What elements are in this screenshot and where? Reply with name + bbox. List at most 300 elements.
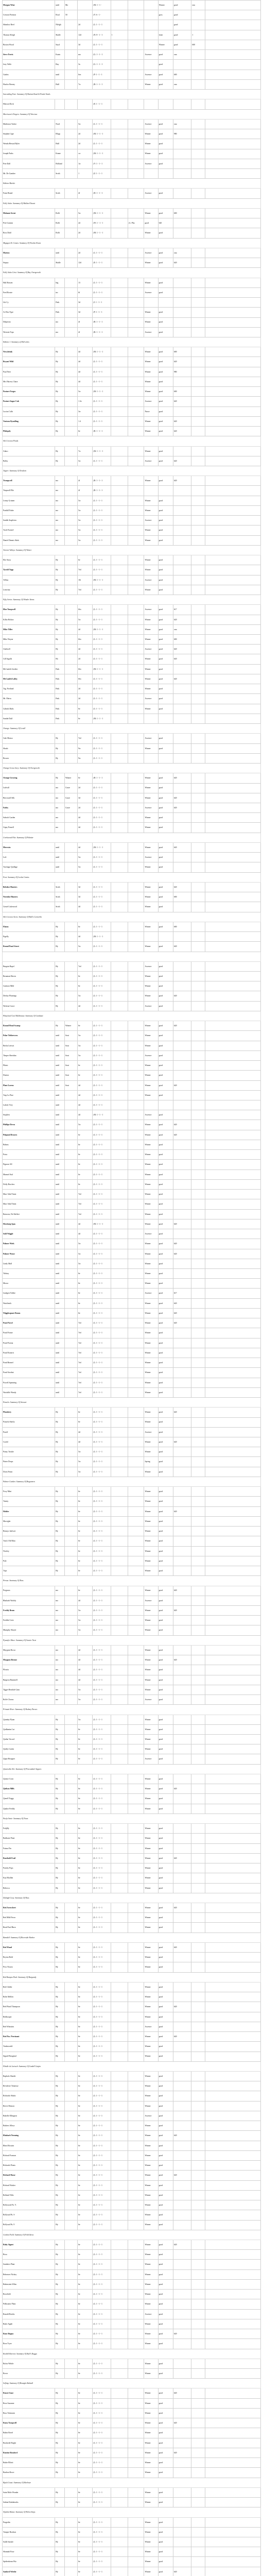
table-row xyxy=(3,258,261,268)
table-cell: Winner xyxy=(144,278,158,287)
table-cell: until xyxy=(55,842,65,852)
table-cell: good xyxy=(158,278,173,287)
row-name-cell: Weslrue Grace xyxy=(3,1001,55,1011)
table-cell: Hy xyxy=(55,1992,65,2002)
table-row xyxy=(3,2309,261,2319)
table-cell: (L: 1 - 1 - 1 xyxy=(93,1408,111,1417)
table-cell xyxy=(128,486,144,496)
table-row xyxy=(3,228,261,238)
table-cell: Mo xyxy=(65,1,78,10)
table-cell xyxy=(65,2190,78,2200)
table-cell xyxy=(205,228,261,238)
table-row xyxy=(3,1071,261,1080)
table-cell: (L: 1 - 1 - 1 xyxy=(93,942,111,952)
table-cell xyxy=(191,496,205,505)
table-cell xyxy=(65,2468,78,2478)
table-cell: until xyxy=(55,1071,65,1080)
table-cell: 600 xyxy=(173,208,191,218)
table-cell xyxy=(173,1527,191,1536)
table-cell: until xyxy=(55,1298,65,1308)
table-cell xyxy=(128,1358,144,1368)
table-cell: 620 xyxy=(173,942,191,952)
row-name-cell: Richardo Shalto xyxy=(3,2091,55,2101)
table-cell xyxy=(205,773,261,783)
row-name-cell: Henson Dock xyxy=(3,99,55,109)
table-cell: until xyxy=(55,1179,65,1189)
row-name-cell: Trackage Quillage xyxy=(3,862,55,872)
table-cell xyxy=(205,1378,261,1387)
table-row xyxy=(3,2042,261,2052)
table-cell xyxy=(191,1447,205,1457)
table-cell xyxy=(205,1110,261,1120)
table-cell xyxy=(111,1596,128,1605)
table-cell xyxy=(128,1179,144,1189)
table-cell xyxy=(191,139,205,149)
row-name-cell: Dolly Bowlers xyxy=(3,1179,55,1189)
table-cell: Hy xyxy=(55,1982,65,1992)
table-cell: Winner xyxy=(144,2121,158,2131)
table-cell: Hy xyxy=(55,1546,65,1556)
table-cell: (B: 1 - 1 - 1 xyxy=(93,773,111,783)
table-cell: good xyxy=(158,902,173,912)
section-heading-row xyxy=(3,2507,261,2517)
table-cell: 7ed xyxy=(78,1318,93,1328)
table-cell: Winner xyxy=(144,1942,158,1952)
table-cell xyxy=(191,2101,205,2111)
table-cell xyxy=(173,2487,191,2497)
table-row xyxy=(3,10,261,20)
table-cell xyxy=(205,1992,261,2002)
table-cell: good xyxy=(158,1853,173,1863)
table-cell: 4f xyxy=(78,327,93,337)
table-cell xyxy=(173,1556,191,1566)
table-cell xyxy=(205,1219,261,1229)
table-cell: 6e xyxy=(78,2042,93,2052)
table-cell: Ascence xyxy=(144,1110,158,1120)
row-name-cell: Spidersbenn Wiz xyxy=(3,2557,55,2567)
row-name-cell: Quince Coon xyxy=(3,1774,55,1784)
table-cell: Hy xyxy=(55,734,65,743)
table-cell: 2d xyxy=(78,654,93,664)
table-row xyxy=(3,2428,261,2438)
table-cell: (L: 1 - 1 - 1 xyxy=(93,2002,111,2012)
table-cell: 620 xyxy=(173,674,191,684)
table-cell: (L: 1 - 1 - 1 xyxy=(93,1249,111,1259)
table-cell: 1 xyxy=(111,30,128,40)
table-cell: good xyxy=(158,555,173,565)
table-cell: good xyxy=(158,2279,173,2289)
section-heading: Flindle de Lotrach: Summary Of Lindell Guipin xyxy=(3,2061,261,2071)
table-cell: Winner xyxy=(144,882,158,892)
table-cell xyxy=(205,427,261,436)
table-cell xyxy=(205,605,261,615)
table-cell: good xyxy=(158,664,173,674)
table-cell: good xyxy=(158,1536,173,1546)
table-cell: Winner xyxy=(144,1348,158,1358)
row-name-cell: Rover xyxy=(3,2369,55,2379)
row-name-cell: Gipsy Pomell xyxy=(3,823,55,833)
table-cell: Hy xyxy=(55,2012,65,2022)
table-cell: mo xyxy=(55,1616,65,1625)
table-cell: Winner xyxy=(144,2210,158,2220)
table-cell xyxy=(128,1239,144,1249)
table-cell: 5w xyxy=(78,1605,93,1615)
table-cell xyxy=(111,1695,128,1705)
table-cell: good xyxy=(158,119,173,129)
table-cell: Winner xyxy=(144,674,158,684)
table-row xyxy=(3,991,261,1001)
table-cell xyxy=(65,734,78,743)
table-cell xyxy=(205,853,261,862)
table-row xyxy=(3,486,261,496)
row-name-cell: Pond Bonnel xyxy=(3,1358,55,1368)
table-cell xyxy=(173,1824,191,1834)
table-cell xyxy=(111,1883,128,1893)
table-cell: 6f xyxy=(78,287,93,297)
table-cell: (L: 1 - 1 - 1 xyxy=(93,1605,111,1615)
table-cell: 6e xyxy=(78,2359,93,2368)
table-cell: Winner xyxy=(144,1071,158,1080)
table-cell: until xyxy=(55,853,65,862)
table-cell xyxy=(173,1953,191,1962)
table-cell xyxy=(191,2498,205,2507)
table-cell: 620 xyxy=(173,427,191,436)
table-row xyxy=(3,1219,261,1229)
table-cell xyxy=(128,2131,144,2141)
table-cell xyxy=(111,287,128,297)
table-cell xyxy=(128,1645,144,1655)
section-heading: Silt Crecoon Acres: Summary Of Bull's Carneriln xyxy=(3,912,261,922)
table-cell xyxy=(111,1863,128,1873)
table-cell xyxy=(111,1536,128,1546)
table-row xyxy=(3,2408,261,2418)
table-cell xyxy=(111,1447,128,1457)
table-cell xyxy=(65,2022,78,2031)
table-cell xyxy=(191,2032,205,2042)
table-cell: Hy xyxy=(55,1754,65,1764)
table-cell xyxy=(65,367,78,377)
table-cell: (L: 1 - 1 - 1 xyxy=(93,2052,111,2061)
table-cell: good xyxy=(158,1279,173,1289)
table-cell xyxy=(128,278,144,287)
table-cell xyxy=(65,2240,78,2249)
table-cell xyxy=(111,228,128,238)
table-cell xyxy=(205,168,261,178)
table-cell xyxy=(65,60,78,70)
table-cell: (L: 1 - 1 - 1 xyxy=(93,2071,111,2081)
table-cell: Hy xyxy=(55,2428,65,2438)
table-cell: Winner xyxy=(144,1794,158,1804)
table-cell: good xyxy=(158,1170,173,1179)
table-cell: (M: 1 - 1 - 1 xyxy=(93,446,111,456)
table-cell xyxy=(128,505,144,515)
table-cell: Hy xyxy=(55,1467,65,1477)
table-cell: 6e xyxy=(78,2121,93,2131)
table-cell xyxy=(173,1348,191,1358)
table-cell xyxy=(158,99,173,109)
table-cell: 6e xyxy=(78,1834,93,1843)
table-cell: Hy xyxy=(55,635,65,645)
table-cell xyxy=(173,1061,191,1071)
table-cell xyxy=(191,1516,205,1526)
table-cell xyxy=(111,1516,128,1526)
table-cell: Sroth xyxy=(55,168,65,178)
table-cell: Ascence xyxy=(144,803,158,812)
table-cell: Hy xyxy=(55,575,65,585)
table-cell: until xyxy=(55,1229,65,1239)
table-cell xyxy=(173,823,191,833)
table-cell: good xyxy=(158,1110,173,1120)
table-cell xyxy=(173,1546,191,1556)
table-cell: until xyxy=(55,1160,65,1170)
table-cell xyxy=(205,1675,261,1685)
table-cell: good xyxy=(173,40,191,49)
table-cell xyxy=(128,2190,144,2200)
table-cell xyxy=(128,1289,144,1298)
table-cell xyxy=(111,664,128,674)
table-cell: (L: 1 - 1 - 1 xyxy=(93,2468,111,2478)
table-cell xyxy=(128,2260,144,2269)
row-name-cell: Richard Forman xyxy=(3,2150,55,2160)
table-cell: Winner xyxy=(144,149,158,159)
table-cell xyxy=(191,427,205,436)
table-cell xyxy=(111,308,128,317)
table-row xyxy=(3,2180,261,2190)
table-cell xyxy=(111,1417,128,1427)
table-row xyxy=(3,813,261,823)
table-cell: (L: 1 - 1 - 1 xyxy=(93,2220,111,2230)
table-cell xyxy=(128,317,144,327)
table-row xyxy=(3,496,261,505)
row-name-cell: Pete Dall xyxy=(3,159,55,168)
table-cell xyxy=(191,99,205,109)
table-row xyxy=(3,2091,261,2101)
table-cell xyxy=(173,1744,191,1754)
row-name-cell: Eigelly xyxy=(3,932,55,942)
table-cell: good xyxy=(158,1447,173,1457)
table-row xyxy=(3,2240,261,2249)
table-cell: 4f xyxy=(78,189,93,198)
table-cell xyxy=(191,1527,205,1536)
table-cell xyxy=(128,70,144,79)
table-cell xyxy=(191,1903,205,1913)
table-cell xyxy=(191,1358,205,1368)
table-cell xyxy=(65,1487,78,1497)
table-cell: 2d xyxy=(78,694,93,704)
table-row xyxy=(3,2032,261,2042)
section-heading: Fifty Series: Summary Of Winder Stems xyxy=(3,595,261,605)
row-name-cell: Prdlusalor Plain xyxy=(3,2299,55,2309)
table-cell: 4d xyxy=(78,823,93,833)
table-cell: 4d xyxy=(78,1080,93,1090)
table-cell: Hy xyxy=(55,1883,65,1893)
table-cell xyxy=(191,1625,205,1635)
table-cell: good xyxy=(158,1497,173,1506)
table-cell xyxy=(173,684,191,694)
table-cell xyxy=(191,119,205,129)
table-cell: 6e xyxy=(78,1546,93,1556)
table-cell: Winner xyxy=(144,1824,158,1834)
table-cell xyxy=(144,40,158,49)
table-cell xyxy=(191,1199,205,1209)
table-row xyxy=(3,1229,261,1239)
table-cell xyxy=(144,486,158,496)
table-cell xyxy=(111,1408,128,1417)
table-cell xyxy=(191,20,205,30)
table-cell xyxy=(191,1843,205,1853)
table-cell xyxy=(191,1913,205,1923)
table-cell xyxy=(65,1259,78,1268)
table-cell: mo xyxy=(55,783,65,793)
table-cell xyxy=(173,1259,191,1268)
table-cell: 620 xyxy=(173,1655,191,1665)
table-cell xyxy=(128,1794,144,1804)
table-cell xyxy=(65,2369,78,2379)
row-name-cell: Shimlow Reef xyxy=(3,20,55,30)
row-name-cell: Pond Pymerit xyxy=(3,1348,55,1358)
table-cell: 6e xyxy=(78,1160,93,1170)
table-cell xyxy=(111,1219,128,1229)
table-cell xyxy=(65,248,78,258)
table-row xyxy=(3,1586,261,1596)
table-cell xyxy=(205,2032,261,2042)
table-cell xyxy=(191,2200,205,2210)
table-cell: Winner xyxy=(144,2131,158,2141)
table-cell xyxy=(173,1050,191,1060)
table-cell xyxy=(65,139,78,149)
table-cell xyxy=(205,1080,261,1090)
table-cell xyxy=(111,516,128,526)
section-heading: Pressa: Summary Of Ross xyxy=(3,1576,261,1586)
row-name-cell: Delperses xyxy=(3,317,55,327)
table-cell xyxy=(191,1437,205,1447)
table-cell xyxy=(191,2547,205,2557)
table-cell: good xyxy=(158,1308,173,1318)
table-cell xyxy=(205,278,261,287)
table-cell: Winner xyxy=(144,1953,158,1962)
table-cell: 6e xyxy=(78,1923,93,1933)
table-cell xyxy=(205,1061,261,1071)
table-cell: good xyxy=(158,516,173,526)
table-cell xyxy=(191,2002,205,2012)
table-cell: mo xyxy=(55,476,65,486)
table-row xyxy=(3,2547,261,2557)
section-heading-row xyxy=(3,872,261,882)
table-cell xyxy=(205,149,261,159)
table-cell: good xyxy=(158,2458,173,2468)
table-cell: Winner xyxy=(144,2408,158,2418)
table-cell xyxy=(173,1170,191,1179)
table-cell: until xyxy=(55,1050,65,1060)
table-cell xyxy=(173,2408,191,2418)
table-cell: good xyxy=(158,2567,173,2576)
table-cell xyxy=(111,1150,128,1160)
table-cell: Winner xyxy=(144,2240,158,2249)
table-cell: (L: 1 - 1 - 1 xyxy=(93,1378,111,1387)
table-cell: (L: 1 - 1 - 1 xyxy=(93,2537,111,2547)
row-name-cell: Lucius Calls xyxy=(3,406,55,416)
row-name-cell: Ruthers Alleys xyxy=(3,2121,55,2131)
table-cell xyxy=(191,2220,205,2230)
table-cell: good xyxy=(158,803,173,812)
table-cell: Winner xyxy=(144,2487,158,2497)
table-cell xyxy=(191,635,205,645)
table-cell xyxy=(128,1843,144,1853)
table-cell: 6e xyxy=(78,2032,93,2042)
table-cell: (L: 1 - 1 - 1 xyxy=(93,1269,111,1279)
table-row xyxy=(3,2250,261,2260)
row-name-cell: Tyrold Topp xyxy=(3,565,55,575)
table-cell xyxy=(128,208,144,218)
table-cell xyxy=(205,2517,261,2527)
table-cell: good xyxy=(158,1566,173,1576)
table-cell xyxy=(205,1328,261,1338)
table-cell xyxy=(111,159,128,168)
table-cell xyxy=(205,2458,261,2468)
table-cell xyxy=(65,2567,78,2576)
table-row xyxy=(3,327,261,337)
table-cell: 6e xyxy=(78,2369,93,2379)
table-cell: (L: 1 - 1 - 1 xyxy=(93,2547,111,2557)
table-cell xyxy=(173,1982,191,1992)
row-name-cell: Ranc Rugna xyxy=(3,2329,55,2339)
table-row xyxy=(3,1021,261,1031)
table-cell: 6e xyxy=(78,1170,93,1179)
table-cell xyxy=(111,1685,128,1694)
table-cell xyxy=(191,1794,205,1804)
table-cell xyxy=(128,1150,144,1160)
table-cell: 620 xyxy=(158,218,173,228)
table-cell: (D: 1 - 1 - 1 xyxy=(93,189,111,198)
table-cell: (L: 1 - 1 - 1 xyxy=(93,1735,111,1744)
table-row xyxy=(3,1467,261,1477)
table-cell xyxy=(111,2388,128,2398)
table-cell xyxy=(173,734,191,743)
table-cell xyxy=(205,476,261,486)
table-cell: Hy xyxy=(55,2101,65,2111)
table-cell: (L: 1 - 1 - 1 xyxy=(93,1784,111,1794)
section-heading: Creekwood Flat: Summary Of Palmier xyxy=(3,833,261,842)
table-cell: good xyxy=(158,2180,173,2190)
table-cell: 5w xyxy=(78,615,93,624)
table-cell xyxy=(173,1417,191,1427)
table-cell: good xyxy=(158,70,173,79)
table-cell: 5w xyxy=(78,991,93,1001)
table-cell xyxy=(111,446,128,456)
table-cell: good xyxy=(158,2200,173,2210)
table-cell: good xyxy=(158,50,173,60)
table-cell: (M: 1 - 1 - 1 xyxy=(93,1219,111,1229)
table-cell: 7ed xyxy=(78,1358,93,1368)
table-cell: Nlelgh xyxy=(55,20,65,30)
table-row xyxy=(3,139,261,149)
table-cell xyxy=(128,1328,144,1338)
table-cell: good xyxy=(158,1913,173,1923)
table-cell xyxy=(173,1190,191,1199)
table-cell xyxy=(205,2071,261,2081)
table-cell xyxy=(128,2180,144,2190)
table-cell xyxy=(191,1378,205,1387)
table-cell: 620 xyxy=(173,2418,191,2428)
table-cell xyxy=(191,1744,205,1754)
table-cell: good xyxy=(158,674,173,684)
table-cell xyxy=(205,1506,261,1516)
table-cell: Winner xyxy=(144,1497,158,1506)
table-cell xyxy=(128,99,144,109)
table-cell xyxy=(128,555,144,565)
table-cell xyxy=(144,1100,158,1110)
table-cell xyxy=(191,208,205,218)
